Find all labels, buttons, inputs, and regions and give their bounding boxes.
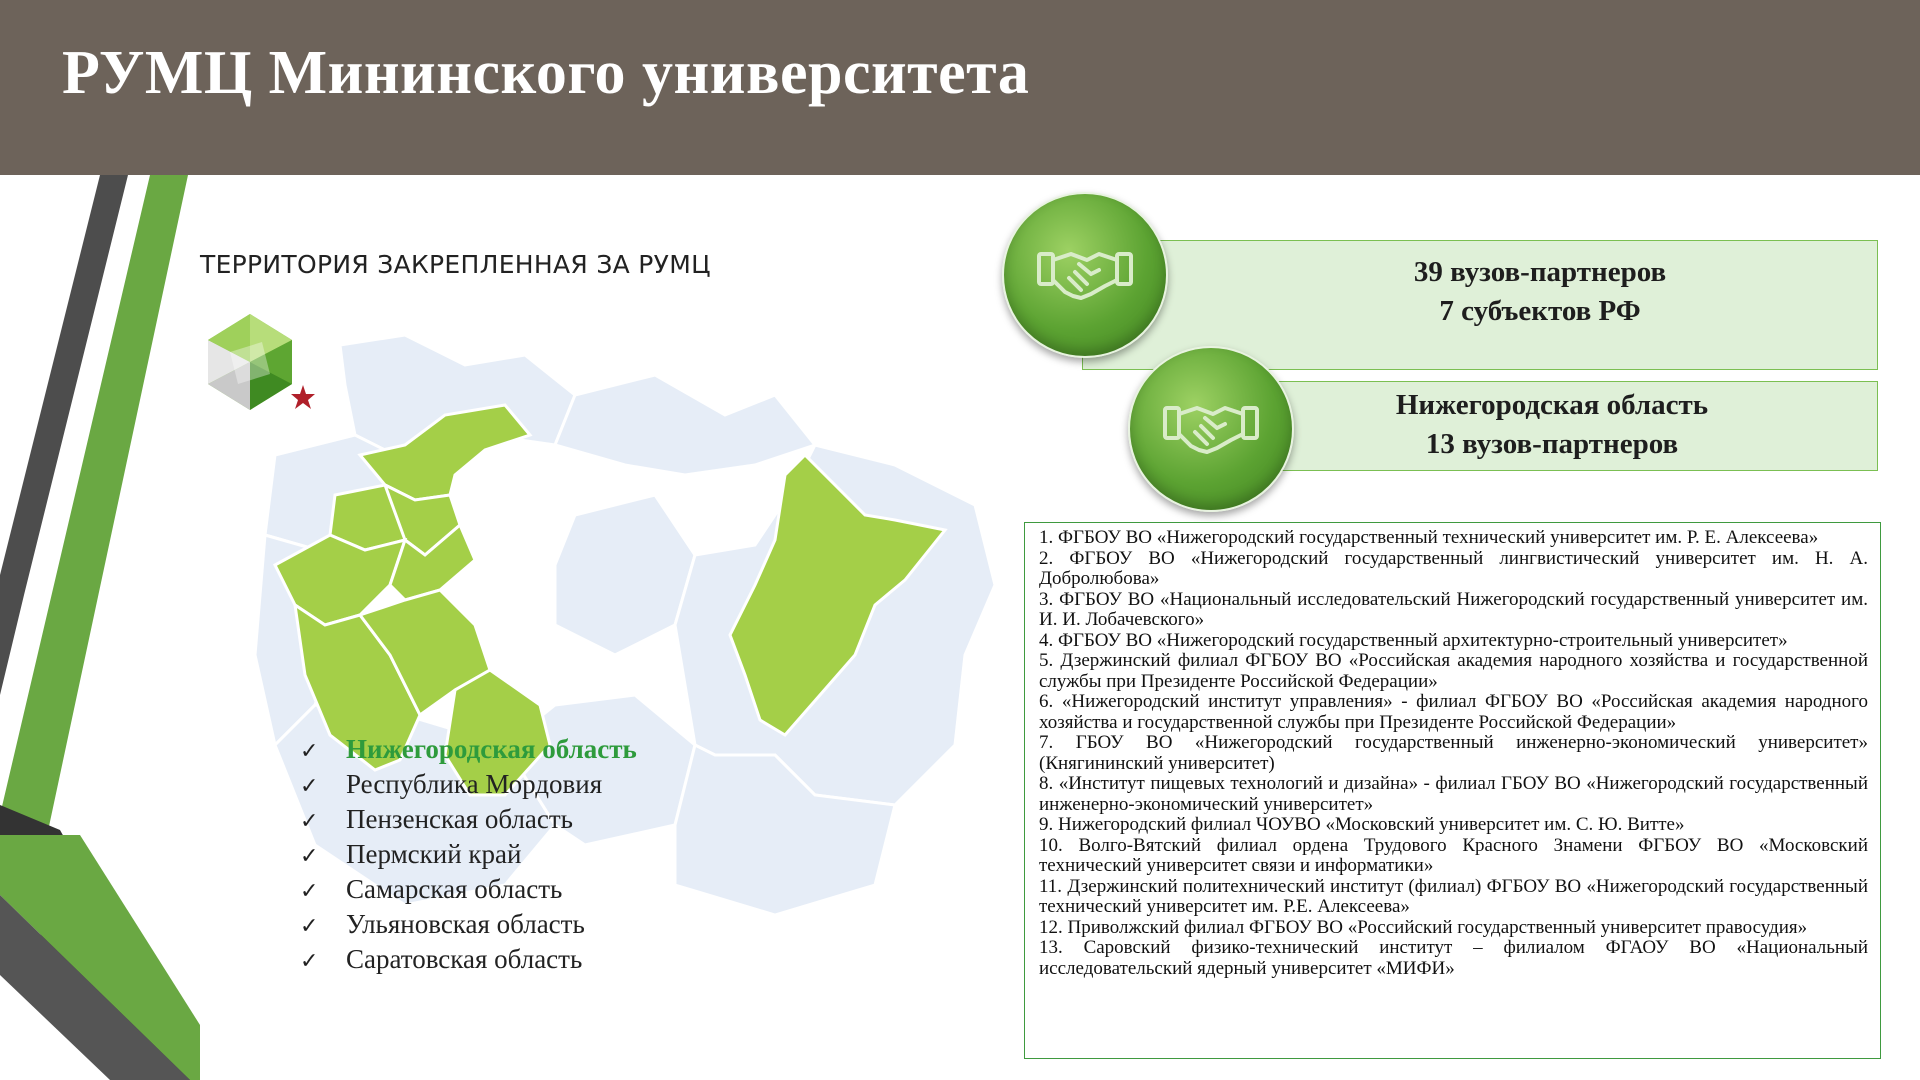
territory-title: ТЕРРИТОРИЯ ЗАКРЕПЛЕННАЯ ЗА РУМЦ <box>200 250 711 279</box>
handshake-badge-2 <box>1128 346 1294 512</box>
check-icon: ✓ <box>300 774 319 799</box>
check-icon: ✓ <box>300 949 319 974</box>
list-item: 2. ФГБОУ ВО «Нижегородский государственный лингвистический университет им. Н. А. Добролюбова» <box>1039 547 1868 589</box>
check-icon: ✓ <box>300 844 319 869</box>
list-item: 1. ФГБОУ ВО «Нижегородский государственный технический университет им. Р. Е. Алексеева» <box>1039 527 1819 548</box>
universities-list <box>1025 523 1880 979</box>
map-region-northeast <box>555 375 815 475</box>
region-item: ✓ Саратовская область <box>300 942 637 977</box>
handshake-icon <box>1035 240 1135 310</box>
region-item: ✓ Республика Мордовия <box>300 767 637 802</box>
subjects-count: 7 субъектов РФ <box>1439 295 1641 327</box>
handshake-badge-1 <box>1002 192 1168 358</box>
region-name: Нижегородская область <box>1395 389 1709 421</box>
region-stat-box <box>1206 381 1878 471</box>
region-item: ✓ Пермский край <box>300 837 637 872</box>
handshake-icon <box>1161 394 1261 464</box>
check-icon: ✓ <box>300 914 319 939</box>
check-icon: ✓ <box>300 879 319 904</box>
list-item: 9. Нижегородский филиал ЧОУВО «Московский университет им. С. Ю. Витте» <box>1039 814 1685 835</box>
region-list <box>300 732 637 977</box>
region-item: ✓ Нижегородская область <box>300 732 637 767</box>
region-item: ✓ Самарская область <box>300 872 637 907</box>
check-icon: ✓ <box>300 739 319 764</box>
list-item: 6. «Нижегородский институт управления» - филиал ФГБОУ ВО «Российская академия народного хозяйства и государственной службы при Президенте Российской Федерации» <box>1039 691 1868 733</box>
list-item: 4. ФГБОУ ВО «Нижегородский государственный архитектурно-строительный университет» <box>1039 629 1788 651</box>
list-item: 3. ФГБОУ ВО «Национальный исследовательский Нижегородский государственный университет им. И. И. Лобачевского» <box>1039 588 1868 630</box>
decorative-stripes <box>0 175 200 1080</box>
list-item: 7. ГБОУ ВО «Нижегородский государственный инженерно-экономический университет» (Княгининский университет) <box>1039 732 1868 774</box>
region-partners-count: 13 вузов-партнеров <box>1425 428 1679 460</box>
list-item: 8. «Институт пищевых технологий и дизайна» - филиал ГБОУ ВО «Нижегородский государственный инженерно-экономический университет» <box>1039 773 1868 815</box>
region-item: ✓ Ульяновская область <box>300 907 637 942</box>
list-item: 11. Дзержинский политехнический институт (филиал) ФГБОУ ВО «Нижегородский государственный технический университет им. Р.Е. Алексеева» <box>1039 875 1868 917</box>
page-title: РУМЦ Мининского университета <box>62 39 1030 107</box>
partners-count: 39 вузов-партнеров <box>1413 256 1667 288</box>
header-bar <box>0 0 1920 175</box>
check-icon: ✓ <box>300 809 319 834</box>
map-region-center <box>555 495 695 655</box>
universities-list-box <box>1024 522 1881 1059</box>
region-item: ✓ Пензенская область <box>300 802 637 837</box>
list-item: 10. Волго-Вятский филиал ордена Трудового Красного Знамени ФГБОУ ВО «Московский технический университет связи и информатики» <box>1039 834 1868 876</box>
list-item: 13. Саровский физико-технический институт – филиалом ФГАОУ ВО «Национальный исследовательский ядерный университет «МИФИ» <box>1039 937 1868 979</box>
list-item: 12. Приволжский филиал ФГБОУ ВО «Российский государственный университет правосудия» <box>1039 916 1808 938</box>
star-icon <box>291 385 315 409</box>
list-item: 5. Дзержинский филиал ФГБОУ ВО «Российская академия народного хозяйства и государственной службы при Президенте Российской Федерации» <box>1039 650 1868 692</box>
